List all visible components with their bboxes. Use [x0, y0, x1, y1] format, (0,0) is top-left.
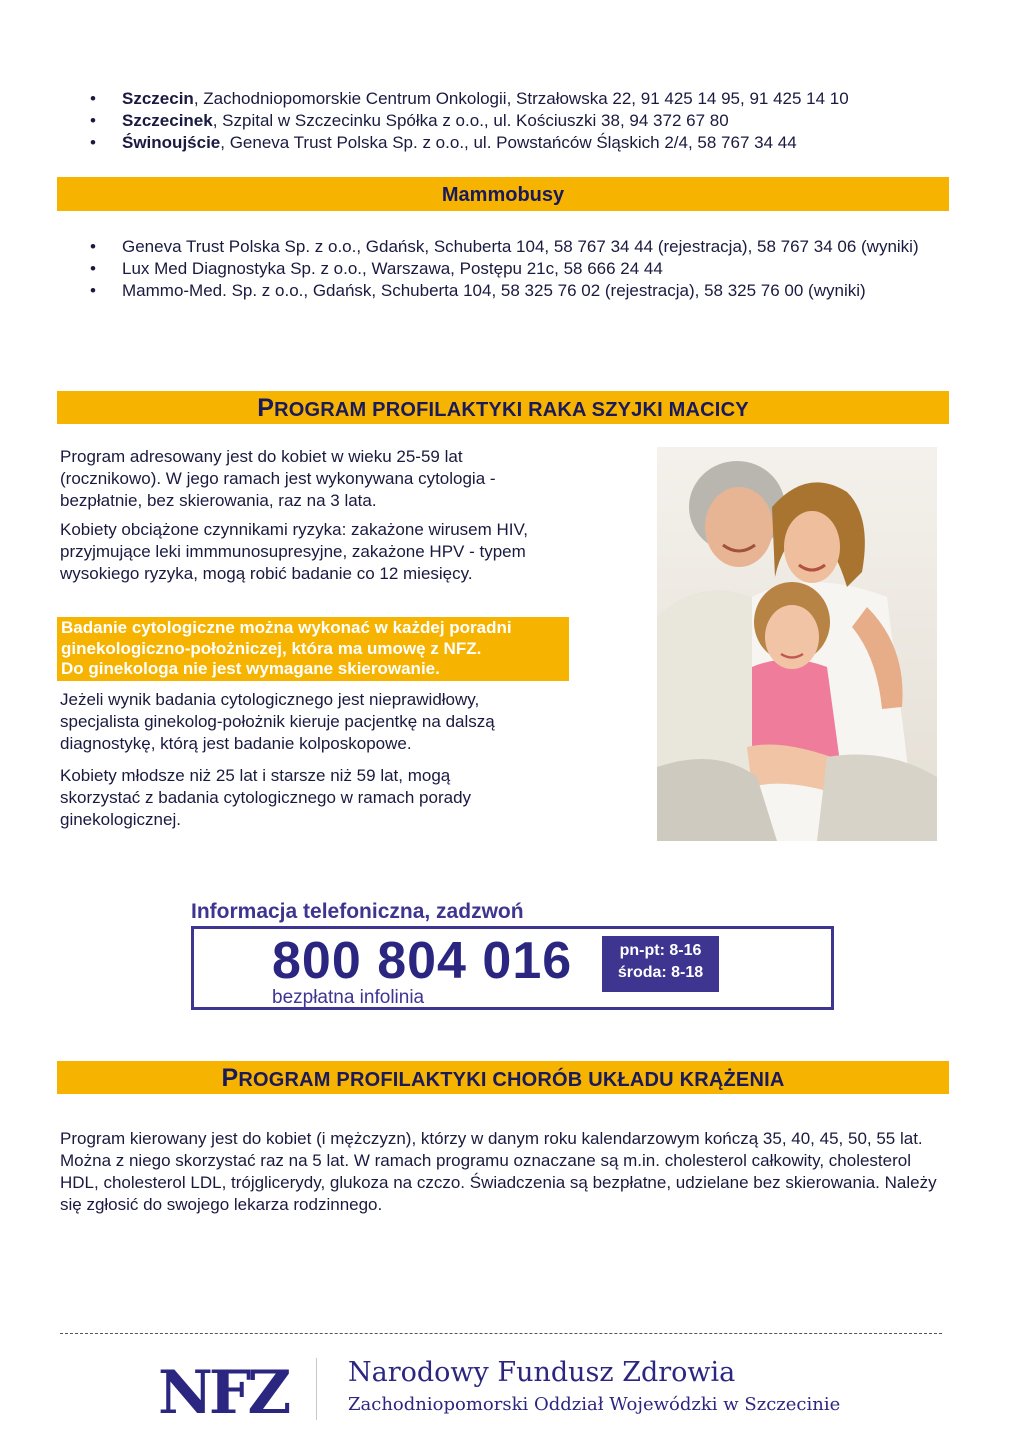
hours-weekdays: pn-pt: 8-16	[619, 942, 702, 959]
section-title-initial: P	[257, 394, 275, 422]
footer-divider	[60, 1333, 942, 1334]
hotline-box	[191, 926, 834, 1010]
list-item: • Lux Med Diagnostyka Sp. z o.o., Warszawa, Postępu 21c, 58 666 24 44	[90, 258, 950, 280]
list-item	[90, 110, 849, 132]
hotline-caption: Informacja telefoniczna, zadzwoń	[191, 900, 524, 923]
cervical-paragraph-1: Program adresowany jest do kobiet w wieku 25-59 lat (rocznikowo). W jego ramach jest wykonywana cytologia - bezpłatnie, bez skierowania, raz na 3 lata.	[60, 447, 496, 510]
location-details: , Szpital w Szczecinku Spółka z o.o., ul. Kościuszki 38, 94 372 67 80	[212, 111, 729, 130]
family-photo	[657, 447, 937, 841]
organization-branch: Zachodniopomorski Oddział Wojewódzki w Szczecinie	[348, 1394, 841, 1415]
highlight-line: ginekologiczno-położniczej, która ma umowę z NFZ.	[61, 638, 482, 658]
hotline-number: 800 804 016	[272, 932, 573, 990]
location-details: , Zachodniopomorskie Centrum Onkologii, Strzałowska 22, 91 425 14 95, 91 425 14 10	[193, 89, 849, 108]
list-item: • Geneva Trust Polska Sp. z o.o., Gdańsk, Schuberta 104, 58 767 34 44 (rejestracja), 58 767 34 06 (wyniki)	[90, 236, 950, 258]
cervical-paragraph-4: Kobiety młodsze niż 25 lat i starsze niż 59 lat, mogą skorzystać z badania cytologicznego w ramach porady ginekologicznej.	[60, 766, 472, 829]
nfz-logo: NFZ	[158, 1358, 288, 1428]
cervical-program-header	[57, 391, 949, 424]
list-item: • Mammo-Med. Sp. z o.o., Gdańsk, Schuberta 104, 58 325 76 02 (rejestracja), 58 325 76 00 (wyniki)	[90, 280, 950, 302]
circulatory-paragraph: Program kierowany jest do kobiet (i mężczyzn), którzy w danym roku kalendarzowym kończą 35, 40, 45, 50, 55 lat. Można z niego skorzystać raz na 5 lat. W ramach programu oznaczane są m.in. cholesterol całkowity, cholesterol HDL, cholesterol LDL, trójglicerydy, glukoza na czczo. Świadczenia są bezpłatne, udzielane bez skierowania. Należy się zgłosić do swojego lekarza rodzinnego.	[60, 1129, 937, 1214]
city-name: Świnoujście	[122, 133, 221, 152]
list-item	[90, 88, 849, 110]
list-item	[90, 132, 849, 154]
section-title: ROGRAM PROFILAKTYKI RAKA SZYJKI MACICY	[274, 399, 749, 421]
mammobusy-list	[90, 236, 950, 302]
organization-name: Narodowy Fundusz Zdrowia	[348, 1357, 736, 1388]
mammobusy-header	[57, 177, 949, 211]
section-title-initial: P	[221, 1064, 239, 1092]
cervical-paragraph-2: Kobiety obciążone czynnikami ryzyka: zakażone wirusem HIV, przyjmujące leki immmunosupresyjne, zakażone HPV - typem wysokiego ryzyka, mogą robić badanie co 12 miesięcy.	[60, 520, 529, 583]
cervical-highlight-box	[57, 617, 569, 681]
circulatory-program-header	[57, 1061, 949, 1094]
hours-wednesday: środa: 8-18	[617, 964, 704, 981]
location-details: , Geneva Trust Polska Sp. z o.o., ul. Powstańców Śląskich 2/4, 58 767 34 44	[220, 133, 797, 152]
hotline-hours	[602, 936, 719, 992]
screening-locations-list	[90, 88, 849, 154]
section-title: Mammobusy	[441, 184, 565, 206]
city-name: Szczecinek	[122, 111, 213, 130]
city-name: Szczecin	[122, 89, 194, 108]
logo-divider	[316, 1358, 317, 1420]
section-title: ROGRAM PROFILAKTYKI CHORÓB UKŁADU KRĄŻENIA	[238, 1069, 785, 1091]
cervical-paragraph-3: Jeżeli wynik badania cytologicznego jest nieprawidłowy, specjalista ginekolog-położnik kieruje pacjentkę na dalszą diagnostykę, którą jest badanie kolposkopowe.	[60, 690, 495, 753]
family-photo-illustration	[657, 447, 937, 841]
highlight-line: Do ginekologa nie jest wymagane skierowanie.	[61, 659, 440, 678]
highlight-line: Badanie cytologiczne można wykonać w każdej poradni	[61, 618, 512, 637]
hotline-subtitle: bezpłatna infolinia	[272, 987, 425, 1008]
